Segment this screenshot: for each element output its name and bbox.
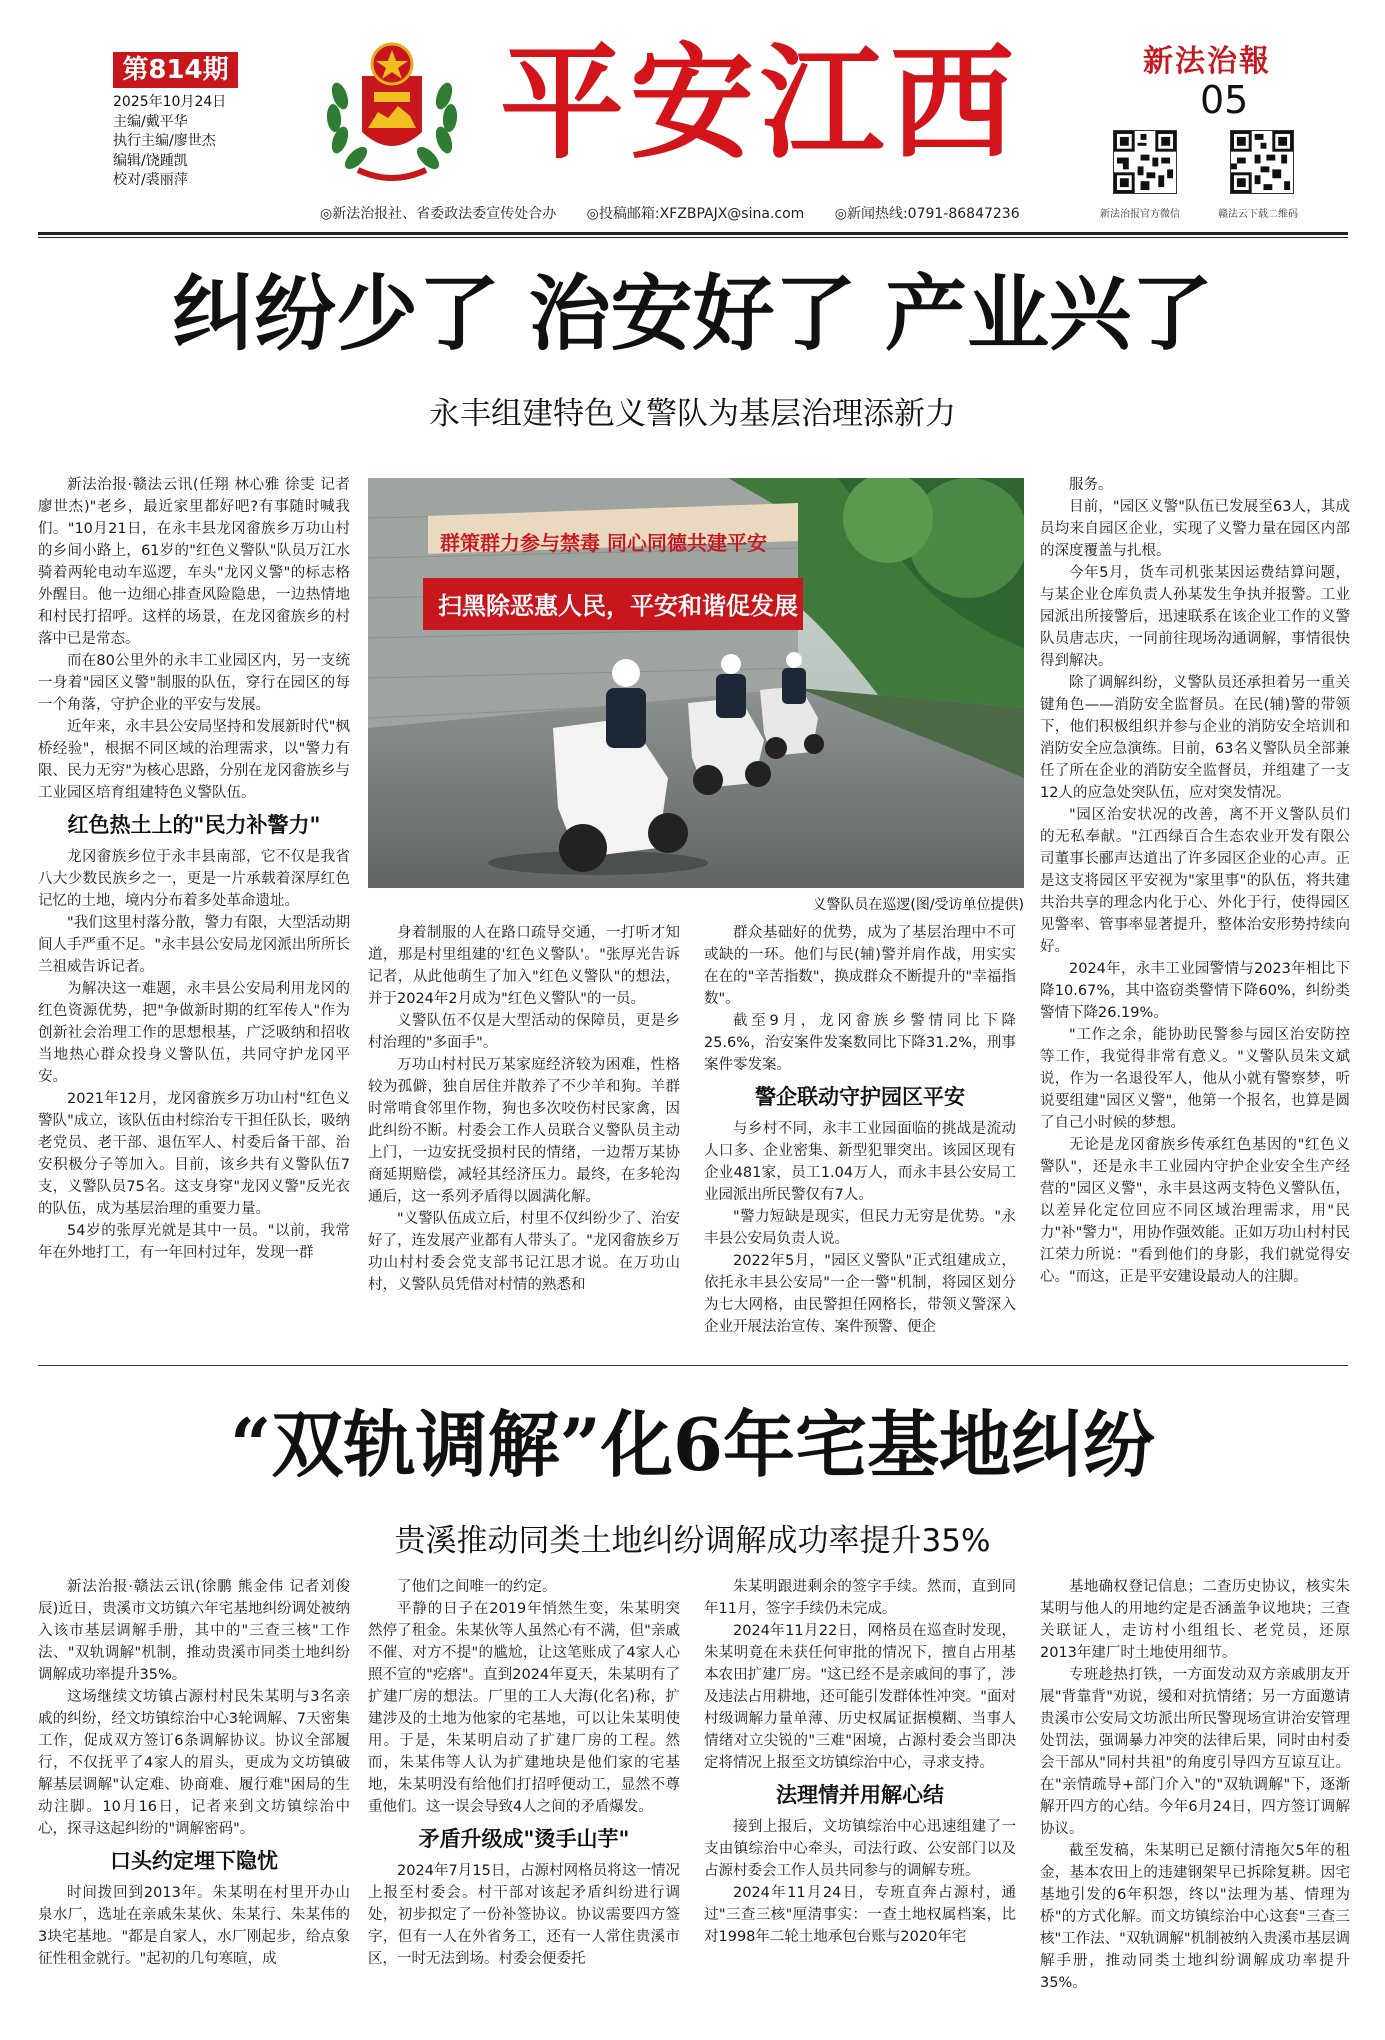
article2-col3-paras [704, 1576, 1016, 1774]
paragraph: 而在80公里外的永丰工业园区内，另一支统一身着"园区义警"制服的队伍，穿行在园区的每一个角落，守护企业的平安与发展。 [38, 653, 350, 713]
article2-col3b-paras [704, 1816, 1016, 1948]
wechat-qr-code-icon[interactable] [1113, 130, 1177, 194]
app-qr-caption: 赣法云下载二维码 [1218, 209, 1298, 220]
paragraph: 无论是龙冈畲族乡传承红色基因的"红色义警队"，还是永丰工业园内守护企业安全生产经营的"园区义警"，永丰县这两支特色义警队伍，以差异化定位回应不同区域治理需求，用"民力"补"警力"，用协作强效能。正如万功山村村民江荣力所说："看到他们的身影，我们就觉得安心。"而这，正是平安建设最动人的注脚。 [1040, 1137, 1350, 1285]
paragraph: 为解决这一难题，永丰县公安局利用龙冈的红色资源优势，把"争做新时期的红军传人"作为创新社会治理工作的思想根基，广泛吸纳和招收当地热心群众投身义警队伍，共同守护龙冈平安。 [38, 981, 350, 1085]
banner-bottom-text: 扫黑除恶惠人民，平安和谐促发展 [438, 592, 798, 620]
masthead-meta [113, 93, 226, 191]
paragraph: "园区治安状况的改善，离不开义警队员们的无私奉献。"江西绿百合生态农业开发有限公司董事长郦声达道出了许多园区企业的心声。正是这支将园区平安视为"家里事"的队伍，将共建共治共享的理念内化于心、外化于行，使得园区见警率、管事率显著提升，整体治安形势持续向好。 [1040, 807, 1350, 955]
paragraph: 新法治报·赣法云讯(任翔 林心雅 徐雯 记者廖世杰)"老乡，最近家里都好吧?有事随时喊我们。"10月21日，在永丰县龙冈畲族乡万功山村的乡间小路上，61岁的"红色义警队"队员万江水骑着两轮电动车巡逻，车头"龙冈义警"的标志格外醒目。他一边细心排查风险隐患，一边热情地和村民打招呼。这样的场景，在龙冈畲族乡的村落中已是常态。 [38, 477, 350, 647]
paragraph: 朱某明跟进剩余的签字手续。然而，直到同年11月，签字手续仍未完成。 [704, 1579, 1016, 1617]
masthead-divider [38, 232, 1348, 235]
paragraph: 54岁的张厚光就是其中一员。"以前，我常年在外地打工，有一年回村过年，发现一群 [38, 1223, 350, 1261]
article1-col4-paras [1040, 474, 1350, 1288]
article1-col1-paras [38, 474, 350, 804]
article2-col4-paras [1040, 1576, 1350, 1994]
app-download-qr-code-icon[interactable] [1230, 130, 1294, 194]
article2-col2b-paras [368, 1860, 680, 1970]
newspaper-brand: 新法治報 [1143, 44, 1271, 79]
section-heading: 法理情并用解心结 [776, 1783, 944, 1807]
article2-column-1 [38, 1576, 350, 2028]
paragraph: 义警队伍不仅是大型活动的保障员，更是乡村治理的"多面手"。 [368, 1013, 680, 1051]
section-heading: 红色热土上的"民力补警力" [67, 813, 321, 837]
paragraph: 2022年5月，"园区义警队"正式组建成立，依托永丰县公安局"一企一警"机制，将园区划分为七大网格，由民警担任网格长，带领义警深入企业开展法治宣传、案件预警、便企 [704, 1253, 1016, 1335]
contact-strip [320, 203, 1046, 223]
article1-column-4 [1040, 474, 1350, 1354]
article2-headline: “双轨调解”化6年宅基地纠纷 [230, 1402, 1155, 1487]
article2-column-4 [1040, 1576, 1350, 2028]
article-divider [38, 1365, 1348, 1366]
section-heading: 口头约定埋下隐忧 [110, 1849, 278, 1873]
paragraph: 截至发稿，朱某明已足额付清拖欠5年的租金，基本农田上的违建钢架早已拆除复耕。因宅基地引发的6年积怨，终以"法理为基、情理为桥"的方式化解。而文坊镇综治中心这套"三查三核"工作法、"双轨调解"机制被纳入贵溪市基层调解手册，推动同类土地纠纷调解成功率提升35%。 [1040, 1843, 1350, 1991]
paragraph: 2021年12月，龙冈畲族乡万功山村"红色义警队"成立，该队伍由村综治专干担任队长，吸纳老党员、老干部、退伍军人、村委后备干部、治安积极分子等加入。目前，该乡共有义警队伍7支，义警队员75名。这支身穿"龙冈义警"反光衣的队伍，成为基层治理的重要力量。 [38, 1091, 350, 1217]
proofreader: 校对/裘丽萍 [113, 172, 188, 188]
paragraph: 目前，"园区义警"队伍已发展至63人，其成员均来自园区企业，实现了义警力量在园区内部的深度覆盖与扎根。 [1040, 499, 1350, 559]
photo-caption: 义警队员在巡逻(图/受访单位提供) [812, 897, 1024, 913]
paragraph: 服务。 [1069, 477, 1113, 493]
paragraph: "我们这里村落分散，警力有限，大型活动期间人手严重不足。"永丰县公安局龙冈派出所所长兰祖威告诉记者。 [38, 915, 350, 975]
section-heading: 警企联动守护园区平安 [755, 1085, 965, 1109]
article2-subhead: 贵溪推动同类土地纠纷调解成功率提升35% [394, 1523, 991, 1559]
news-hotline[interactable]: ◎新闻热线:0791-86847236 [834, 206, 1020, 222]
paragraph: 2024年11月24日，专班直奔占源村，通过"三查三核"厘清事实：一查土地权属档案，比对1998年二轮土地承包台账与2020年宅 [704, 1885, 1016, 1945]
paragraph: 时间拨回到2013年。朱某明在村里开办山泉水厂，选址在亲戚朱某伙、朱某行、朱某伟的3块宅基地。"都是自家人，水厂刚起步，给点象征性租金就行。"起初的几句寒暄，成 [38, 1885, 350, 1967]
wechat-qr-caption: 新法治报官方微信 [1100, 209, 1180, 220]
paragraph: 平静的日子在2019年悄然生变，朱某明突然停了租金。朱某伙等人虽然心有不满，但"亲戚不催、对方不提"的尴尬，让这笔账成了4家人心照不宣的"疙瘩"。直到2024年夏天，朱某明有了扩建厂房的想法。厂里的工人大海(化名)称，扩建涉及的土地为他家的宅基地，可以让朱某明使用。于是，朱某明启动了扩建厂房的工程。然而，朱某伟等人认为扩建地块是他们家的宅基地，朱某明没有给他们打招呼便动工，显然不尊重他们。这一误会导致4人之间的矛盾爆发。 [368, 1601, 680, 1815]
paragraph: 龙冈畲族乡位于永丰县南部，它不仅是我省八大少数民族乡之一，更是一片承载着深厚红色记忆的土地，境内分布着多处革命遗址。 [38, 849, 350, 909]
banner-top-text: 群策群力参与禁毒 同心同德共建平安 [440, 531, 767, 555]
submission-email[interactable]: ◎投稿邮箱:XFZBPAJX@sina.com [586, 206, 805, 222]
article1-col3-paras [704, 922, 1016, 1076]
article2-column-2 [368, 1576, 680, 2028]
paragraph: 新法治报·赣法云讯(徐鹏 熊金伟 记者刘俊辰)近日，贵溪市文坊镇六年宅基地纠纷调处被纳入该市基层调解手册，其中的"三查三核"工作法、"双轨调解"机制，推动贵溪市同类土地纠纷调解成功率提升35%。 [38, 1579, 350, 1683]
article1-subhead: 永丰组建特色义警队为基层治理添新力 [429, 396, 956, 432]
paragraph: 2024年，永丰工业园警情与2023年相比下降10.67%，其中盗窃类警情下降60%，纠纷类警情下降26.19%。 [1040, 961, 1350, 1021]
article2-col1-paras [38, 1576, 350, 1840]
paragraph: 群众基础好的优势，成为了基层治理中不可或缺的一环。他们与民(辅)警并肩作战，用实实在在的"辛苦指数"，换成群众不断提升的"幸福指数"。 [704, 925, 1016, 1007]
paragraph: 与乡村不同，永丰工业园面临的挑战是流动人口多、企业密集、新型犯罪突出。该园区现有企业481家，员工1.04万人，而永丰县公安局工业园派出所民警仅有7人。 [704, 1121, 1016, 1203]
article2-column-3 [704, 1576, 1016, 2028]
article1-col3b-paras [704, 1118, 1016, 1338]
article1-headline: 纠纷少了 治安好了 产业兴了 [171, 267, 1214, 362]
sponsor-text: ◎新法治报社、省委政法委宣传处合办 [320, 206, 557, 222]
masthead-divider-thin [38, 237, 1348, 238]
paragraph: "义警队伍成立后，村里不仅纠纷少了、治安好了，连发展产业都有人带头了。"龙冈畲族乡万功山村村委会党支部书记江思才说。在万功山村，义警队员凭借对村情的熟悉和 [368, 1211, 680, 1293]
paragraph: 接到上报后，文坊镇综治中心迅速组建了一支由镇综治中心牵头，司法行政、公安部门以及占源村委会工作人员共同参与的调解专班。 [704, 1819, 1016, 1879]
paragraph: 今年5月，货车司机张某因运费结算问题，与某企业仓库负责人孙某发生争执并报警。工业园派出所接警后，迅速联系在该企业工作的义警队员唐志庆，一同前往现场沟通调解，事情很快得到解决。 [1040, 565, 1350, 669]
article2-col2-paras [368, 1576, 680, 1818]
article1-column-3 [704, 922, 1016, 1354]
paragraph: 专班趁热打铁，一方面发动双方亲戚朋友开展"背靠背"劝说，缓和对抗情绪；另一方面邀请贵溪市公安局文坊派出所民警现场宣讲治安管理处罚法，强调暴力冲突的法律后果，同时由村委会干部从"同村共祖"的角度引导四方互谅互让。在"亲情疏导+部门介入"的"双轨调解"下，逐渐解开四方的心结。今年6月24日，四方签订调解协议。 [1040, 1667, 1350, 1837]
copy-editor: 编辑/饶踵凯 [113, 152, 188, 169]
paragraph: 截至9月，龙冈畲族乡警情同比下降25.6%，治安案件发案数同比下降31.2%，刑事案件零发案。 [704, 1013, 1016, 1073]
paragraph: "警力短缺是现实，但民力无穷是优势。"永丰县公安局负责人说。 [704, 1209, 1016, 1247]
newspaper-title: 平安江西 [500, 31, 1021, 176]
paragraph: 身着制服的人在路口疏导交通，一打听才知道，那是村里组建的'红色义警队'。"张厚光告诉记者，从此他萌生了加入"红色义警队"的想法，并于2024年2月成为"红色义警队"的一员。 [368, 925, 680, 1007]
paragraph: 了他们之间唯一的约定。 [397, 1579, 557, 1595]
page-number: 05 [1200, 78, 1249, 122]
article1-column-1 [38, 474, 350, 1354]
executive-editor: 执行主编/廖世杰 [113, 133, 216, 149]
paragraph: 2024年11月22日，网格员在巡查时发现，朱某明竟在未获任何审批的情况下，擅自占用基本农田扩建厂房。"这已经不是亲戚间的事了，涉及违法占用耕地，还可能引发群体性冲突。"面对村级调解力量单薄、历史权属证据模糊、当事人情绪对立尖锐的"三难"困境，占源村委会当即决定将情况上报至文坊镇综治中心，寻求支持。 [704, 1623, 1016, 1771]
section-heading: 矛盾升级成"烫手山芋" [418, 1827, 630, 1851]
paragraph: 近年来，永丰县公安局坚持和发展新时代"枫桥经验"，根据不同区域的治理需求，以"警力有限、民力无穷"为核心思路，分别在龙冈畲族乡与工业园区培育组建特色义警队伍。 [38, 719, 350, 801]
police-emblem-icon [318, 36, 466, 184]
paragraph: 除了调解纠纷，义警队员还承担着另一重关键角色——消防安全监督员。在民(辅)警的带领下，他们积极组织并参与企业的消防安全培训和消防安全应急演练。目前，63名义警队员全部兼任了所在企业的消防安全监督员，并组建了一支12人的应急处突队伍，应对突发情况。 [1040, 675, 1350, 801]
issue-date: 2025年10月24日 [113, 94, 227, 110]
paragraph: "工作之余，能协助民警参与园区治安防控等工作，我觉得非常有意义。"义警队员朱文斌说，作为一名退役军人，他从小就有警察梦，听说要组建"园区义警"，他第一个报名，也算是圆了自己小时候的梦想。 [1040, 1027, 1350, 1131]
article1-col1b-paras [38, 846, 350, 1264]
paragraph: 基地确权登记信息；二查历史协议，核实朱某明与他人的用地约定是否涵盖争议地块；三查关联证人，走访村小组组长、老党员，还原2013年建厂时土地使用细节。 [1040, 1579, 1350, 1661]
article1-col2-paras [368, 922, 680, 1296]
issue-number: 第814期 [113, 52, 238, 88]
patrol-photo [368, 478, 1024, 888]
article2-col1b-paras [38, 1882, 350, 1970]
article1-column-2 [368, 922, 680, 1354]
paragraph: 万功山村村民万某家庭经济较为困难，性格较为孤僻，独自居住并散养了不少羊和狗。羊群时常啃食邻里作物，狗也多次咬伤村民家禽，因此纠纷不断。村委会工作人员联合义警队员主动上门，一边安抚受损村民的情绪，一边帮万某协商延期赔偿，减轻其经济压力。最终，在多轮沟通后，这一系列矛盾得以圆满化解。 [368, 1057, 680, 1205]
paragraph: 2024年7月15日，占源村网格员将这一情况上报至村委会。村干部对该起矛盾纠纷进行调处，初步拟定了一份补签协议。协议需要四方签字，但有一人在外省务工，还有一人常住贵溪市区，一时无法到场。村委会便委托 [368, 1863, 680, 1967]
chief-editor: 主编/戴平华 [113, 113, 188, 130]
paragraph: 这场继续文坊镇占源村村民朱某明与3名亲戚的纠纷，经文坊镇综治中心3轮调解、7天密集工作，促成双方签订6条调解协议。协议全部履行，不仅抚平了4家人的眉头，更成为文坊镇破解基层调解"认定难、协商难、履行难"困局的生动注脚。10月16日，记者来到文坊镇综治中心，探寻这起纠纷的"调解密码"。 [38, 1689, 350, 1837]
